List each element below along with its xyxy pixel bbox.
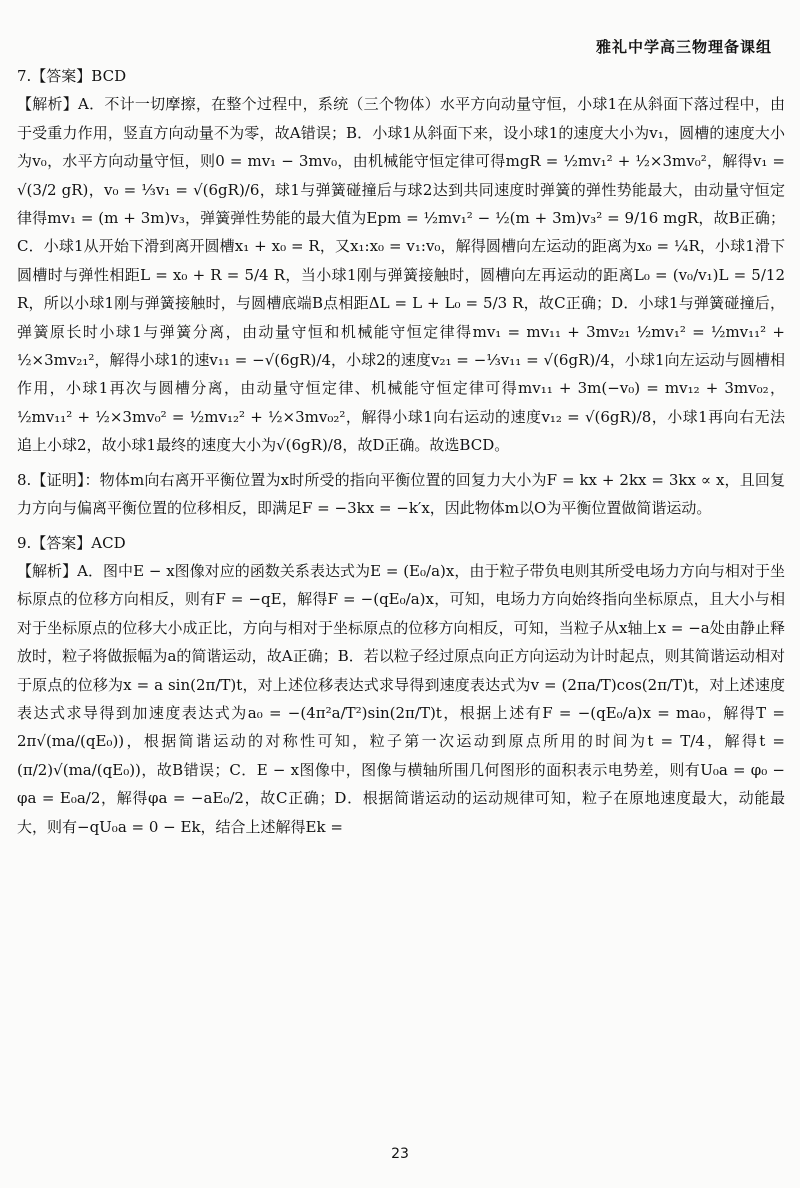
- page-header: 雅礼中学高三物理备课组: [595, 38, 772, 56]
- q7-analysis: 【解析】A．不计一切摩擦，在整个过程中，系统（三个物体）水平方向动量守恒，小球1在从斜面下落过程中，由于受重力作用，竖直方向动量不为零，故A错误；B．小球1从斜面下来，设小球1的速度大小为v₁，圆槽的速度大小为v₀，水平方向动量守恒，则0 = mv₁ − 3mv₀，由机械能守恒定律可得mgR = ½mv₁² + ½×3mv₀²，解得v₁ = √(3/2 gR)，v₀ = ⅓v₁ = √(6gR)/6，球1与弹簧碰撞后与球2达到共同速度时弹簧的弹性势能最大，由动量守恒定律得mv₁ = (m + 3m)v₃，弹簧弹性势能的最大值为Epm = ½mv₁² − ½(m + 3m)v₃² = 9/16 mgR，故B正确；C．小球1从开始下滑到离开圆槽x₁ + x₀ = R，又x₁:x₀ = v₁:v₀，解得圆槽向左运动的距离为x₀ = ¼R，小球1滑下圆槽时与弹性相距L = x₀ + R = 5/4 R，当小球1刚与弹簧接触时，圆槽向左再运动的距离L₀ = (v₀/v₁)L = 5/12 R，所以小球1刚与弹簧接触时，与圆槽底端B点相距ΔL = L + L₀ = 5/3 R，故C正确；D．小球1与弹簧碰撞后，弹簧原长时小球1与弹簧分离，由动量守恒和机械能守恒定律得mv₁ = mv₁₁ + 3mv₂₁ ½mv₁² = ½mv₁₁² + ½×3mv₂₁²，解得小球1的速v₁₁ = −√(6gR)/4，小球2的速度v₂₁ = −⅓v₁₁ = √(6gR)/4，小球1向左运动与圆槽相作用，小球1再次与圆槽分离，由动量守恒定律、机械能守恒定律可得mv₁₁ + 3m(−v₀) = mv₁₂ + 3mv₀₂，½mv₁₁² + ½×3mv₀² = ½mv₁₂² + ½×3mv₀₂²，解得小球1向右运动的速度v₁₂ = √(6gR)/8，小球1再向右无法追上小球2，故小球1最终的速度大小为√(6gR)/8，故D正确。故选BCD。: [17, 95, 785, 455]
- q9-answer: 9.【答案】ACD: [17, 533, 126, 552]
- page-content: [17, 62, 785, 841]
- page-number: 23: [391, 1146, 409, 1162]
- q7-answer: 7.【答案】BCD: [17, 67, 127, 85]
- q8-proof: 8.【证明】：物体m向右离开平衡位置为x时所受的指向平衡位置的回复力大小为F = kx + 2kx = 3kx ∝ x，且回复力方向与偏离平衡位置的位移相反，即满足F = −3kx = −k′x，因此物体m以O为平衡位置做简谐运动。: [17, 470, 785, 518]
- q9-analysis: 【解析】A．图中E − x图像对应的函数关系表达式为E = (E₀/a)x，由于粒子带负电则其所受电场力方向与相对于坐标原点的位移方向相反，则有F = −qE，解得F = −(qE₀/a)x，可知，电场力方向始终指向坐标原点，且大小与相对于坐标原点的位移大小成正比，方向与相对于坐标原点的位移方向相反，可知，当粒子从x轴上x = −a处由静止释放时，粒子将做振幅为a的简谐运动，故A正确；B．若以粒子经过原点向正方向运动为计时起点，则其简谐运动相对于原点的位移为x = a sin(2π/T)t，对上述位移表达式求导得到速度表达式为v = (2πa/T)cos(2π/T)t，对上述速度表达式求导得到加速度表达式为a₀ = −(4π²a/T²)sin(2π/T)t，根据上述有F = −(qE₀/a)x = ma₀，解得T = 2π√(ma/(qE₀))，根据简谐运动的对称性可知，粒子第一次运动到原点所用的时间为t = T/4，解得t = (π/2)√(ma/(qE₀))，故B错误；C．E − x图像中，图像与横轴所围几何图形的面积表示电势差，则有U₀a = φ₀ − φa = E₀a/2，解得φa = −aE₀/2，故C正确；D．根据简谐运动的运动规律可知，粒子在原地速度最大，动能最大，则有−qU₀a = 0 − Ek，结合上述解得Ek =: [17, 561, 785, 836]
